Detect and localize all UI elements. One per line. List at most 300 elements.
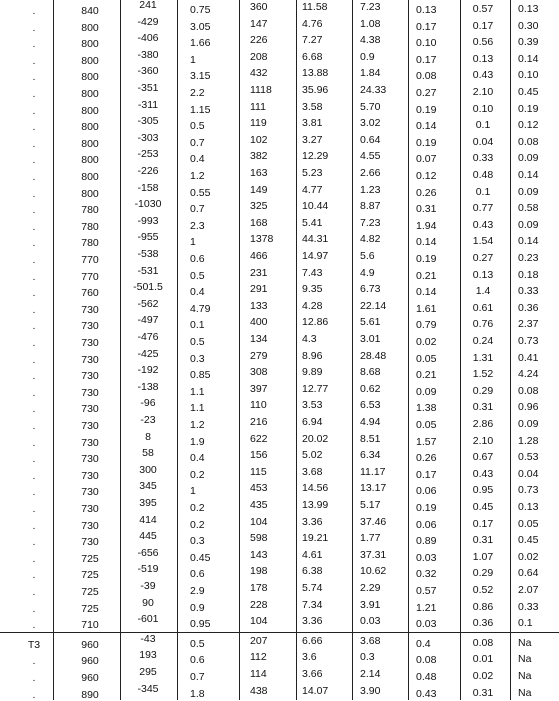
- table-cell: 0.5: [190, 269, 205, 282]
- table-cell: 0.62: [360, 382, 381, 395]
- table-cell: 382: [250, 150, 268, 163]
- table-cell: 0.14: [518, 52, 539, 65]
- table-cell: 149: [250, 183, 268, 196]
- table-cell: 0.31: [472, 401, 494, 414]
- table-cell: 1.2: [190, 419, 205, 431]
- table-cell: 0.09: [416, 385, 437, 398]
- table-cell: Na: [518, 636, 532, 649]
- table-cell: 5.6: [360, 250, 375, 262]
- table-cell: 1.94: [416, 219, 437, 232]
- table-cell: 1.66: [190, 37, 211, 50]
- table-cell: 3.68: [302, 465, 323, 478]
- table-cell: -311: [137, 98, 159, 111]
- table-cell: 1.28: [518, 434, 539, 447]
- table-cell: 13.88: [302, 67, 329, 80]
- table-cell: 0.95: [472, 484, 494, 497]
- table-cell: 0.10: [472, 102, 494, 115]
- table-cell: 37.46: [360, 515, 387, 528]
- table-cell: 0.6: [190, 253, 205, 265]
- table-cell: 7.43: [302, 266, 323, 279]
- table-cell: 216: [250, 416, 268, 428]
- table-cell: 960: [81, 672, 99, 684]
- table-cell: 0.75: [190, 4, 211, 16]
- table-cell: -226: [137, 165, 159, 177]
- table-cell: 8.87: [360, 200, 381, 213]
- table-cell: 20.02: [302, 432, 329, 445]
- table-cell: 0.26: [416, 186, 437, 199]
- table-cell: 0.1: [475, 185, 491, 198]
- column-divider: [296, 0, 297, 700]
- table-cell: 0.1: [518, 617, 533, 630]
- table-cell: 1.77: [360, 532, 381, 545]
- table-cell: 37.31: [360, 548, 387, 561]
- table-cell: 6.73: [360, 283, 381, 296]
- table-cell: 730: [81, 337, 99, 349]
- table-cell: 0.86: [472, 600, 494, 613]
- table-cell: 0.7: [190, 671, 205, 683]
- table-cell: 0.95: [190, 618, 211, 631]
- table-cell: 147: [250, 17, 268, 30]
- table-cell: 0.03: [416, 618, 437, 631]
- row-label: .: [32, 519, 36, 532]
- row-label: .: [32, 104, 36, 117]
- table-cell: 725: [81, 552, 99, 565]
- table-cell: 104: [250, 615, 268, 628]
- table-cell: 432: [250, 67, 268, 80]
- table-cell: 730: [81, 386, 99, 399]
- table-cell: 0.05: [416, 419, 437, 431]
- table-cell: 725: [81, 602, 99, 615]
- table-cell: 0.7: [190, 203, 205, 216]
- table-cell: 0.10: [518, 69, 539, 82]
- table-cell: 207: [250, 634, 268, 647]
- table-cell: 725: [81, 569, 99, 582]
- table-cell: 0.24: [472, 335, 494, 347]
- table-cell: 780: [81, 204, 99, 217]
- table-cell: 0.85: [190, 369, 211, 382]
- table-cell: 0.04: [472, 135, 494, 148]
- table-cell: 325: [250, 200, 268, 213]
- table-cell: 730: [81, 370, 99, 383]
- table-cell: 710: [81, 619, 99, 632]
- row-label: .: [32, 154, 36, 167]
- table-cell: 0.45: [518, 86, 539, 98]
- table-cell: 1: [190, 485, 196, 498]
- table-cell: 770: [81, 254, 99, 266]
- table-cell: 0.33: [518, 285, 539, 298]
- table-cell: 730: [81, 519, 99, 532]
- table-cell: 300: [139, 463, 157, 476]
- table-cell: 0.3: [360, 651, 375, 664]
- table-cell: 1.4: [475, 285, 491, 298]
- table-cell: 7.27: [302, 34, 323, 47]
- table-cell: 780: [81, 237, 99, 250]
- row-label: .: [32, 220, 36, 233]
- row-label: .: [32, 453, 36, 466]
- table-cell: 730: [81, 536, 99, 549]
- row-label: .: [32, 187, 36, 200]
- table-cell: 730: [81, 320, 99, 333]
- table-cell: 0.48: [416, 671, 437, 683]
- table-cell: 291: [250, 283, 268, 296]
- row-label: .: [32, 88, 36, 100]
- table-cell: 44.31: [302, 233, 329, 246]
- table-cell: 0.45: [518, 534, 539, 547]
- table-cell: -253: [137, 148, 159, 161]
- table-cell: 0.06: [416, 518, 437, 531]
- table-cell: 800: [81, 137, 99, 150]
- table-cell: 0.43: [472, 69, 494, 82]
- table-cell: 414: [139, 513, 157, 526]
- table-cell: 8.96: [302, 349, 323, 362]
- row-label: T3: [27, 638, 41, 651]
- row-label: .: [32, 469, 36, 482]
- table-cell: 5.02: [302, 449, 323, 462]
- table-cell: 0.27: [416, 87, 437, 99]
- table-cell: -351: [137, 82, 159, 94]
- table-cell: 1.52: [472, 368, 494, 381]
- table-cell: 0.17: [416, 20, 437, 33]
- table-cell: 0.55: [190, 186, 211, 199]
- table-cell: 0.2: [190, 468, 205, 481]
- table-cell: 0.39: [518, 36, 539, 49]
- table-cell: -345: [137, 682, 159, 695]
- table-cell: 0.6: [190, 654, 205, 667]
- table-cell: 134: [250, 333, 268, 345]
- table-cell: 163: [250, 167, 268, 179]
- table-cell: 4.9: [360, 266, 375, 279]
- table-cell: 6.94: [302, 416, 323, 428]
- column-divider: [53, 0, 54, 700]
- table-cell: 14.56: [302, 482, 329, 495]
- table-cell: Na: [518, 670, 532, 682]
- table-cell: 2.29: [360, 582, 381, 594]
- row-label: .: [32, 436, 36, 449]
- table-cell: 0.57: [472, 3, 494, 15]
- table-cell: 3.6: [302, 651, 317, 664]
- table-cell: 730: [81, 453, 99, 466]
- table-cell: 0.06: [416, 485, 437, 498]
- table-cell: 466: [250, 250, 268, 262]
- table-cell: 0.08: [518, 135, 539, 148]
- table-cell: 279: [250, 349, 268, 362]
- table-cell: 114: [250, 668, 267, 680]
- table-cell: 445: [139, 530, 157, 543]
- table-cell: 0.18: [518, 268, 539, 281]
- table-cell: 1.9: [190, 435, 205, 448]
- table-cell: Na: [518, 653, 532, 666]
- row-label: .: [32, 672, 36, 684]
- table-cell: 0.64: [518, 567, 539, 580]
- table-cell: 4.76: [302, 17, 323, 30]
- table-cell: 19.21: [302, 532, 329, 545]
- table-cell: 0.12: [416, 170, 437, 182]
- table-cell: 1.57: [416, 435, 437, 448]
- table-cell: 840: [81, 5, 99, 17]
- table-cell: 0.02: [518, 550, 539, 563]
- table-cell: 0.17: [472, 19, 494, 32]
- table-cell: 6.38: [302, 565, 323, 578]
- table-cell: -656: [137, 546, 159, 559]
- table-cell: 1.1: [190, 402, 205, 415]
- table-cell: 730: [81, 486, 99, 499]
- table-cell: 0.33: [472, 152, 494, 165]
- table-cell: 0.08: [416, 70, 437, 83]
- table-cell: 0.19: [416, 136, 437, 149]
- table-cell: 0.53: [518, 451, 539, 464]
- table-cell: 800: [81, 187, 99, 200]
- table-cell: -519: [137, 563, 159, 576]
- table-cell: 0.73: [518, 484, 539, 497]
- table-cell: 0.41: [518, 351, 539, 364]
- table-cell: 1.84: [360, 67, 381, 80]
- table-cell: 0.29: [472, 384, 494, 397]
- table-cell: 0.43: [472, 467, 494, 480]
- table-cell: 1.15: [190, 103, 211, 116]
- table-cell: 0.09: [518, 185, 539, 198]
- table-cell: 168: [250, 216, 268, 229]
- table-cell: -531: [137, 264, 159, 277]
- table-cell: 395: [139, 497, 157, 509]
- table-cell: 9.35: [302, 283, 323, 296]
- table-cell: 1.38: [416, 402, 437, 415]
- table-cell: 0.07: [416, 153, 437, 166]
- table-cell: 4.38: [360, 34, 381, 47]
- table-cell: 10.44: [302, 200, 329, 213]
- table-cell: 0.9: [360, 50, 375, 63]
- table-cell: 35.96: [302, 84, 329, 96]
- table-cell: 0.08: [472, 636, 494, 649]
- table-cell: 5.17: [360, 499, 381, 511]
- table-cell: -429: [137, 15, 159, 28]
- table-cell: 770: [81, 270, 99, 283]
- table-cell: 0.36: [518, 301, 539, 314]
- table-cell: 1.21: [416, 601, 437, 614]
- table-cell: -993: [137, 214, 159, 227]
- table-cell: 0.3: [190, 535, 205, 548]
- table-cell: 3.91: [360, 598, 381, 611]
- table-cell: 0.26: [416, 452, 437, 465]
- table-cell: 0.31: [472, 686, 494, 699]
- table-cell: 4.24: [518, 368, 539, 381]
- table-cell: 1.08: [360, 17, 381, 30]
- table-cell: 0.19: [518, 102, 539, 115]
- table-cell: 22.14: [360, 299, 387, 312]
- table-cell: 0.17: [416, 468, 437, 481]
- table-cell: 0.4: [416, 637, 431, 650]
- table-cell: 0.45: [472, 501, 494, 513]
- table-cell: 0.14: [518, 235, 539, 248]
- table-cell: 10.62: [360, 565, 387, 578]
- row-label: .: [32, 503, 36, 515]
- column-divider: [177, 0, 178, 700]
- table-cell: 0.19: [416, 103, 437, 116]
- table-cell: 0.12: [518, 119, 539, 132]
- table-cell: 960: [81, 638, 99, 651]
- table-cell: 0.13: [518, 3, 539, 15]
- table-cell: 308: [250, 366, 268, 379]
- table-cell: 800: [81, 154, 99, 167]
- table-cell: 2.14: [360, 668, 381, 680]
- table-cell: 0.01: [472, 653, 494, 666]
- table-cell: -538: [137, 248, 159, 260]
- table-cell: 0.03: [360, 615, 381, 628]
- table-cell: 345: [139, 480, 157, 493]
- table-cell: 1378: [250, 233, 274, 246]
- row-label: .: [32, 237, 36, 250]
- table-cell: 0.2: [190, 502, 205, 514]
- table-cell: 178: [250, 582, 268, 594]
- table-cell: 9.89: [302, 366, 323, 379]
- table-cell: 4.61: [302, 548, 323, 561]
- table-cell: 1.1: [190, 385, 205, 398]
- table-cell: 14.97: [302, 250, 329, 262]
- table-cell: 2.3: [190, 219, 205, 232]
- table-cell: 0.08: [416, 654, 437, 667]
- table-cell: 0.02: [472, 670, 494, 682]
- row-label: .: [32, 38, 36, 51]
- table-cell: 1.23: [360, 183, 381, 196]
- table-cell: 1.54: [472, 235, 494, 248]
- table-cell: 598: [250, 532, 268, 545]
- table-cell: 1: [190, 236, 196, 249]
- table-cell: 24.33: [360, 84, 387, 96]
- table-cell: 231: [250, 266, 268, 279]
- table-cell: 8: [145, 430, 151, 443]
- table-cell: 0.31: [472, 534, 494, 547]
- table-cell: 3.36: [302, 615, 323, 628]
- group-divider: [0, 632, 559, 633]
- table-cell: 3.68: [360, 634, 381, 647]
- table-cell: 4.55: [360, 150, 381, 163]
- table-cell: 0.17: [416, 53, 437, 66]
- table-cell: 5.70: [360, 100, 381, 113]
- table-cell: 0.31: [416, 203, 437, 216]
- table-cell: 780: [81, 220, 99, 233]
- table-cell: 6.53: [360, 399, 381, 412]
- table-cell: 0.21: [416, 369, 437, 382]
- table-cell: 14.07: [302, 684, 329, 697]
- table-cell: 0.89: [416, 535, 437, 548]
- table-cell: 2.37: [518, 318, 539, 331]
- table-cell: 800: [81, 104, 99, 117]
- table-cell: 800: [81, 121, 99, 134]
- table-cell: -303: [137, 131, 159, 144]
- table-cell: 3.36: [302, 515, 323, 528]
- row-label: .: [32, 5, 36, 17]
- table-cell: -96: [140, 397, 156, 410]
- table-cell: 0.29: [472, 567, 494, 580]
- row-label: .: [32, 21, 36, 34]
- table-cell: 1.07: [472, 550, 494, 563]
- table-cell: 453: [250, 482, 268, 495]
- table-cell: 0.14: [416, 120, 437, 133]
- table-cell: 110: [250, 399, 267, 412]
- table-cell: 0.32: [416, 568, 437, 581]
- row-label: .: [32, 403, 36, 416]
- table-cell: -138: [137, 380, 159, 393]
- table-cell: 800: [81, 21, 99, 34]
- table-cell: 725: [81, 586, 99, 598]
- table-cell: 208: [250, 50, 268, 63]
- table-cell: 112: [250, 651, 267, 664]
- table-cell: 2.10: [472, 86, 494, 98]
- table-cell: 104: [250, 515, 268, 528]
- table-cell: 0.19: [416, 253, 437, 265]
- table-cell: 730: [81, 353, 99, 366]
- table-cell: 0.27: [472, 252, 494, 264]
- table-cell: 0.14: [518, 169, 539, 181]
- table-cell: 198: [250, 565, 268, 578]
- table-cell: 0.14: [416, 236, 437, 249]
- table-cell: 111: [250, 100, 266, 113]
- row-label: .: [32, 602, 36, 615]
- table-cell: 0.1: [190, 319, 205, 332]
- table-cell: -562: [137, 297, 159, 310]
- column-divider: [120, 0, 121, 700]
- table-cell: 3.15: [190, 70, 211, 83]
- table-cell: 622: [250, 432, 268, 445]
- table-cell: 0.13: [472, 268, 494, 281]
- table-cell: 760: [81, 287, 99, 300]
- table-cell: 0.4: [190, 153, 205, 166]
- table-cell: -955: [137, 231, 159, 244]
- table-cell: 8.68: [360, 366, 381, 379]
- table-cell: -192: [137, 364, 159, 377]
- table-cell: -305: [137, 115, 159, 128]
- table-cell: 7.23: [360, 216, 381, 229]
- table-cell: -497: [137, 314, 159, 327]
- table-cell: 0.67: [472, 451, 494, 464]
- table-cell: 2.2: [190, 87, 205, 99]
- table-cell: 0.03: [416, 551, 437, 564]
- table-cell: 143: [250, 548, 268, 561]
- row-label: .: [32, 486, 36, 499]
- table-cell: 0.05: [416, 352, 437, 365]
- table-cell: -158: [137, 181, 159, 194]
- table-cell: 12.77: [302, 382, 329, 395]
- row-label: .: [32, 619, 36, 632]
- table-cell: 0.77: [472, 202, 494, 215]
- table-cell: 0.09: [518, 218, 539, 231]
- table-cell: 730: [81, 403, 99, 416]
- table-cell: 4.28: [302, 299, 323, 312]
- table-cell: 0.3: [190, 352, 205, 365]
- table-cell: 4.79: [190, 302, 211, 315]
- row-label: .: [32, 287, 36, 300]
- row-label: .: [32, 536, 36, 549]
- table-cell: 730: [81, 436, 99, 449]
- table-cell: 2.07: [518, 584, 539, 596]
- table-cell: 1.61: [416, 302, 437, 315]
- table-cell: 5.61: [360, 316, 381, 329]
- row-label: .: [32, 137, 36, 150]
- row-label: .: [32, 655, 36, 668]
- table-cell: 0.23: [518, 252, 539, 264]
- table-cell: 2.9: [190, 585, 205, 597]
- table-cell: -406: [137, 32, 159, 45]
- table-cell: 730: [81, 303, 99, 316]
- column-divider: [460, 0, 461, 700]
- table-cell: 1.2: [190, 170, 205, 182]
- table-cell: 0.10: [416, 37, 437, 50]
- table-cell: 438: [250, 684, 268, 697]
- column-divider: [239, 0, 240, 700]
- table-cell: 0.08: [518, 384, 539, 397]
- table-cell: 12.29: [302, 150, 329, 163]
- row-label: .: [32, 54, 36, 67]
- table-cell: 119: [250, 117, 267, 130]
